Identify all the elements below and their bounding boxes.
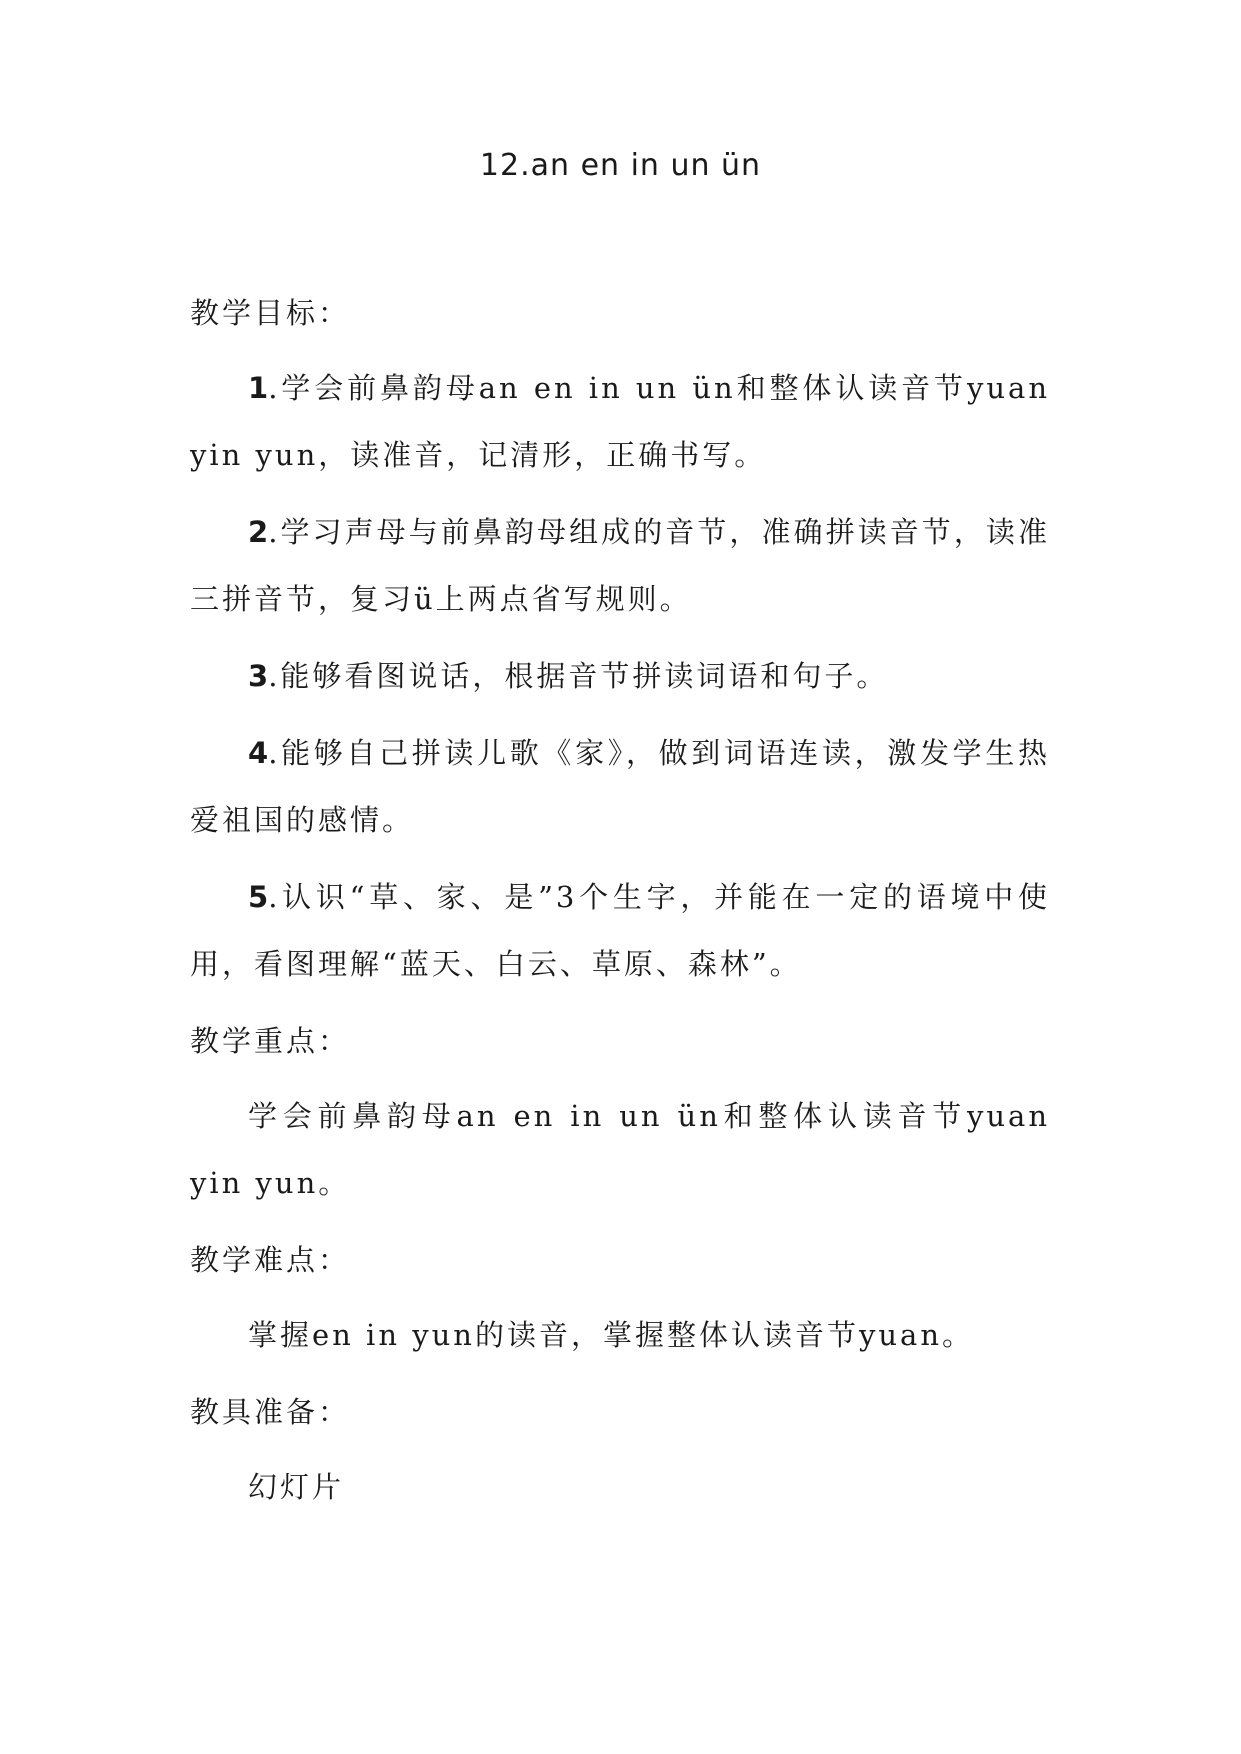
goal-item-3 [190,643,1050,710]
item-text: .认识“草、家、是”3个生字，并能在一定的语境中使用，看图理解“蓝天、白云、草原、森林”。 [190,880,1050,981]
item-number: 4 [248,736,269,770]
section-heading: 教学重点： [190,1024,351,1058]
item-text: .学会前鼻韵母an en in un ün和整体认读音节yuan yin yun，读准音，记清形，正确书写。 [190,371,1050,472]
section-heading: 教学难点： [190,1243,351,1277]
materials-text: 幻灯片 [248,1470,345,1504]
item-text: .学习声母与前鼻韵母组成的音节，准确拼读音节，读准三拼音节，复习ü上两点省写规则。 [190,515,1050,616]
section-key-points [190,1008,1050,1217]
difficulty-text: 掌握en in yun的读音，掌握整体认读音节yuan。 [248,1318,974,1352]
key-point-text: 学会前鼻韵母an en in un ün和整体认读音节yuan yin yun。 [190,1099,1050,1200]
goal-item-4 [190,720,1050,854]
section-difficulties [190,1227,1050,1369]
item-number: 3 [248,659,269,693]
goal-item-2 [190,499,1050,633]
item-number: 2 [248,515,269,549]
goal-item-5 [190,864,1050,998]
document-title: 12.an en in un ün [479,148,762,183]
goal-item-1 [190,355,1050,489]
section-heading: 教学目标： [190,296,351,330]
section-heading: 教具准备： [190,1395,351,1429]
item-text: .能够自己拼读儿歌《家》，做到词语连读，激发学生热爱祖国的感情。 [190,736,1050,837]
item-number: 5 [248,880,269,914]
item-number: 1 [248,371,269,405]
document-body [190,280,1050,1531]
section-materials [190,1379,1050,1521]
section-teaching-goals [190,280,1050,998]
item-text: .能够看图说话，根据音节拼读词语和句子。 [268,659,889,693]
